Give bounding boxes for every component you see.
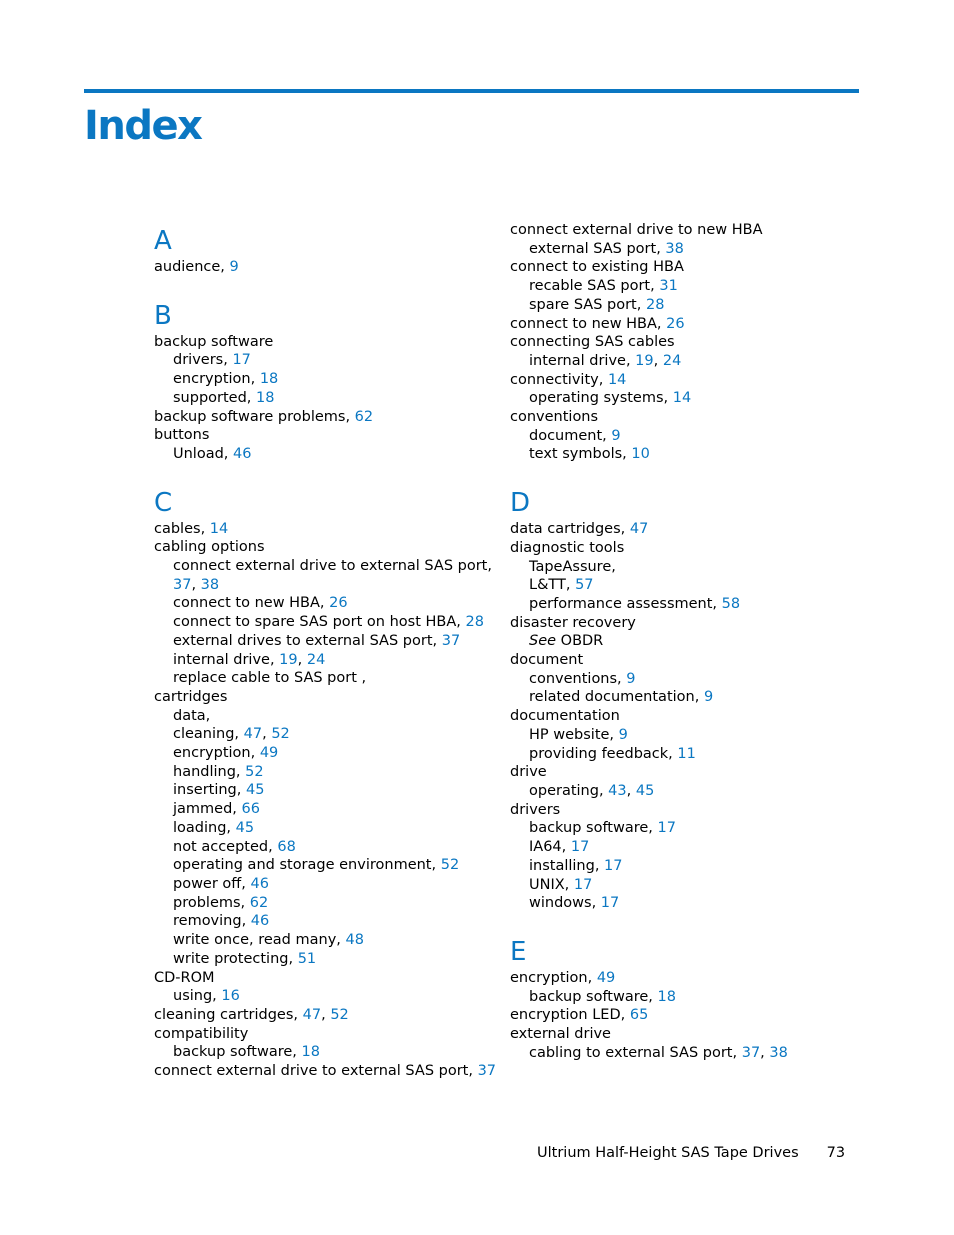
- index-entry: [154, 894, 499, 913]
- index-term: cleaning cartridges,: [154, 1006, 299, 1023]
- index-entry: [510, 576, 855, 595]
- index-entry: [510, 277, 855, 296]
- page-link[interactable]: 9: [229, 259, 239, 275]
- page-link[interactable]: 38: [665, 240, 684, 257]
- index-term: removing,: [173, 913, 247, 930]
- index-entry: [510, 258, 855, 277]
- page-link[interactable]: 65: [629, 1007, 649, 1024]
- index-term: document: [510, 652, 584, 669]
- index-term: internal drive,: [173, 651, 275, 668]
- index-term: backup software,: [529, 988, 653, 1005]
- index-entry: [154, 838, 499, 857]
- index-term: drivers: [510, 801, 561, 818]
- index-term: Unload,: [173, 445, 229, 462]
- section-letter: B: [154, 300, 172, 331]
- page-link[interactable]: 16: [221, 988, 240, 1005]
- index-entry: [154, 538, 499, 557]
- index-term: connect external drive to new HBA: [510, 222, 763, 238]
- index-term: disaster recovery: [510, 614, 636, 631]
- see-reference: See: [529, 633, 557, 650]
- index-term: cables,: [154, 520, 206, 537]
- page-title: Index: [84, 103, 202, 149]
- index-entry: [154, 931, 499, 950]
- index-entry: [154, 370, 499, 389]
- page-link[interactable]: 18: [301, 1044, 320, 1061]
- page-link[interactable]: 38: [200, 576, 220, 593]
- index-entry: [154, 1062, 499, 1081]
- index-term: connect to spare SAS port on host HBA,: [173, 614, 461, 631]
- page-link[interactable]: 17: [570, 839, 590, 856]
- index-term: TapeAssure,: [529, 558, 616, 575]
- index-term: connecting SAS cables: [510, 334, 675, 351]
- page-link[interactable]: 9: [626, 670, 636, 687]
- index-term: write protecting,: [173, 950, 294, 967]
- page-link[interactable]: 19: [279, 651, 298, 668]
- page-link[interactable]: 49: [259, 745, 279, 762]
- index-term: cabling to external SAS port,: [529, 1044, 738, 1061]
- index-term: connect to new HBA,: [510, 315, 662, 332]
- index-term: encryption LED,: [510, 1007, 626, 1024]
- page-link[interactable]: 45: [245, 782, 265, 799]
- index-entry: [510, 688, 855, 707]
- page-link[interactable]: 18: [657, 988, 676, 1005]
- index-term: spare SAS port,: [529, 296, 642, 313]
- index-entry: [510, 315, 855, 334]
- index-entry: [154, 351, 499, 370]
- index-term: data,: [173, 707, 211, 724]
- page-footer: [537, 1143, 845, 1163]
- index-term: using,: [173, 988, 217, 1005]
- index-entry: [154, 426, 499, 445]
- index-term: handling,: [173, 763, 241, 780]
- index-entry: [510, 632, 855, 651]
- index-entry: [154, 1025, 499, 1044]
- page-link[interactable]: 62: [354, 408, 374, 425]
- index-entry: [154, 875, 499, 894]
- page-link[interactable]: 46: [250, 913, 270, 930]
- index-entry: [510, 838, 855, 857]
- index-term: recable SAS port,: [529, 278, 655, 295]
- index-term: internal drive,: [529, 352, 631, 369]
- index-term: CD-ROM: [154, 969, 215, 986]
- index-entry: [154, 800, 499, 819]
- index-entry: [510, 707, 855, 726]
- index-term: diagnostic tools: [510, 539, 625, 556]
- index-entry: [154, 632, 499, 651]
- index-entry: [510, 240, 855, 259]
- index-term: operating,: [529, 782, 604, 799]
- index-term: backup software: [154, 333, 274, 350]
- index-term: connect to existing HBA: [510, 259, 684, 276]
- index-term: external drive: [510, 1026, 611, 1043]
- header-rule: [84, 89, 859, 93]
- page-link[interactable]: 26: [666, 315, 685, 332]
- page-link[interactable]: 11: [677, 745, 696, 762]
- index-term: encryption,: [173, 371, 256, 388]
- section-letter: D: [510, 488, 531, 519]
- index-entry: [154, 688, 499, 707]
- page-link[interactable]: 17: [657, 820, 676, 837]
- index-term: operating and storage environment,: [173, 857, 437, 874]
- index-column-left: [154, 224, 499, 1081]
- index-entry: [154, 781, 499, 800]
- page-link[interactable]: 37: [173, 576, 192, 593]
- page-link[interactable]: 45: [635, 782, 655, 799]
- page-link[interactable]: 52: [330, 1006, 349, 1023]
- index-entry: [510, 670, 855, 689]
- index-term: jammed,: [173, 801, 237, 818]
- index-term: encryption,: [510, 969, 593, 986]
- index-entry: internal drive, 19, 24: [173, 651, 326, 668]
- page-link[interactable]: 14: [209, 520, 229, 537]
- page-link[interactable]: 46: [250, 875, 269, 892]
- section-letter: E: [510, 936, 527, 967]
- index-entry: [154, 594, 499, 613]
- index-term: audience,: [154, 259, 225, 275]
- index-entry: [154, 258, 499, 277]
- page-link[interactable]: 57: [575, 577, 594, 594]
- page-link[interactable]: 37: [441, 632, 461, 649]
- index-entry: internal drive, 19, 24: [529, 352, 682, 369]
- index-term: cartridges: [154, 688, 228, 705]
- index-entry: cabling to external SAS port, 37, 38: [529, 1044, 788, 1061]
- index-term: conventions,: [529, 670, 622, 687]
- index-term: backup software problems,: [154, 408, 351, 425]
- page-link[interactable]: 28: [645, 296, 665, 313]
- index-section: [510, 935, 855, 1063]
- index-entry: [510, 819, 855, 838]
- index-term: buttons: [154, 427, 210, 444]
- page-link[interactable]: 18: [259, 371, 279, 388]
- page-link[interactable]: 17: [232, 352, 251, 369]
- page-link[interactable]: 62: [249, 894, 269, 911]
- page-link[interactable]: 37: [477, 1063, 497, 1080]
- index-term: UNIX,: [529, 876, 570, 893]
- page-link[interactable]: 45: [235, 819, 255, 836]
- index-term: supported,: [173, 389, 252, 406]
- index-term: connect external drive to external SAS port,: [154, 1063, 473, 1080]
- index-term: cleaning,: [173, 726, 240, 743]
- page-link[interactable]: 14: [607, 371, 627, 388]
- index-term: external SAS port,: [529, 240, 661, 257]
- index-term: cabling options: [154, 539, 265, 556]
- index-entry: [510, 296, 855, 315]
- index-entry: [510, 801, 855, 820]
- index-term: OBDR: [560, 633, 604, 650]
- index-term: replace cable to SAS port ,: [173, 670, 367, 687]
- index-entry: [154, 950, 499, 969]
- section-letter: A: [154, 226, 172, 256]
- page-link[interactable]: 52: [271, 726, 290, 743]
- index-entry: [154, 969, 499, 988]
- page-link[interactable]: 47: [629, 521, 649, 538]
- index-entry: [510, 389, 855, 408]
- index-entry: [154, 669, 499, 688]
- index-entry: [510, 876, 855, 895]
- page-link[interactable]: 58: [721, 595, 741, 612]
- index-entry: [510, 333, 855, 352]
- page-link[interactable]: 52: [440, 857, 460, 874]
- index-entry: [510, 857, 855, 876]
- index-entry: 37, 38: [173, 576, 220, 593]
- index-term: providing feedback,: [529, 745, 673, 762]
- index-entry: [154, 763, 499, 782]
- index-entry: [510, 520, 855, 539]
- page-link[interactable]: 24: [662, 352, 682, 369]
- index-entry: [510, 745, 855, 764]
- page-link[interactable]: 17: [604, 857, 623, 874]
- page-link[interactable]: 31: [659, 278, 678, 295]
- index-entry: [510, 651, 855, 670]
- index-entry: [510, 988, 855, 1007]
- index-entry: [154, 707, 499, 726]
- index-entry: [154, 333, 499, 352]
- page-link[interactable]: 9: [703, 689, 714, 706]
- index-entry: [154, 445, 499, 464]
- index-term: loading,: [173, 819, 232, 836]
- index-term: encryption,: [173, 745, 256, 762]
- index-entry: [154, 408, 499, 427]
- index-term: drive: [510, 764, 547, 781]
- page-link[interactable]: 47: [243, 726, 263, 743]
- index-entry: [510, 726, 855, 745]
- index-section: [510, 486, 855, 913]
- index-term: connectivity,: [510, 371, 604, 388]
- index-section: [154, 224, 499, 277]
- index-entry: [510, 763, 855, 782]
- index-term: drivers,: [173, 352, 228, 369]
- index-term: data cartridges,: [510, 521, 626, 538]
- index-term: inserting,: [173, 782, 242, 799]
- index-entry: [510, 894, 855, 913]
- index-entry: operating, 43, 45: [529, 782, 655, 799]
- index-entry: [154, 520, 499, 539]
- index-entry: [510, 969, 855, 988]
- index-term: not accepted,: [173, 838, 273, 855]
- page-link[interactable]: 48: [345, 932, 364, 949]
- index-term: conventions: [510, 409, 599, 426]
- page-link[interactable]: 37: [741, 1044, 761, 1061]
- page-link[interactable]: 46: [233, 445, 252, 462]
- index-entry: [510, 1006, 855, 1025]
- page-link[interactable]: 17: [573, 876, 593, 893]
- index-term: power off,: [173, 875, 246, 892]
- index-term: IA64,: [529, 839, 567, 856]
- index-term: documentation: [510, 708, 620, 725]
- page-link[interactable]: 17: [600, 895, 620, 912]
- page-link[interactable]: 24: [306, 651, 326, 668]
- page-link[interactable]: 66: [241, 801, 260, 818]
- page-link[interactable]: 68: [277, 838, 296, 855]
- index-term: connect external drive to external SAS port,: [173, 558, 492, 575]
- index-column-right: [510, 221, 855, 1062]
- index-term: L&TT,: [529, 577, 571, 594]
- index-term: connect to new HBA,: [173, 595, 325, 612]
- index-entry: cleaning, 47, 52: [173, 726, 290, 743]
- page-link[interactable]: 9: [611, 427, 621, 444]
- page-link[interactable]: 43: [608, 782, 627, 799]
- index-entry: [510, 614, 855, 633]
- index-entry: [154, 613, 499, 632]
- index-entry: [154, 856, 499, 875]
- index-term: performance assessment,: [529, 595, 718, 612]
- page-link[interactable]: 51: [297, 950, 317, 967]
- index-term: external drives to external SAS port,: [173, 632, 438, 649]
- index-entry: [154, 744, 499, 763]
- page-number: 73: [826, 1145, 846, 1161]
- index-term: operating systems,: [529, 390, 669, 407]
- index-entry: [510, 408, 855, 427]
- index-entry: [510, 221, 855, 240]
- page-link[interactable]: 18: [256, 389, 275, 406]
- page-link[interactable]: 52: [245, 763, 264, 780]
- page-link[interactable]: 10: [631, 446, 650, 463]
- index-entry: [154, 1043, 499, 1062]
- index-entry: cleaning cartridges, 47, 52: [154, 1006, 349, 1023]
- index-term: windows,: [529, 895, 597, 912]
- index-entry: [510, 558, 855, 577]
- index-entry: [154, 987, 499, 1006]
- index-term: backup software,: [173, 1044, 297, 1061]
- index-entry: [510, 595, 855, 614]
- section-letter: C: [154, 487, 173, 518]
- page-link[interactable]: 28: [465, 614, 484, 631]
- page-link[interactable]: 38: [769, 1044, 788, 1061]
- index-entry: [154, 819, 499, 838]
- index-term: backup software,: [529, 820, 653, 837]
- page-link[interactable]: 26: [329, 595, 348, 612]
- index-term: HP website,: [529, 726, 615, 743]
- index-entry: [154, 389, 499, 408]
- footer-title: Ultrium Half-Height SAS Tape Drives: [537, 1145, 799, 1161]
- index-section: [154, 299, 499, 464]
- index-entry: [510, 539, 855, 558]
- index-entry: [510, 427, 855, 446]
- index-term: installing,: [529, 857, 600, 874]
- page-link[interactable]: 47: [302, 1006, 322, 1023]
- index-term: write once, read many,: [173, 932, 341, 949]
- page-link[interactable]: 19: [635, 352, 654, 369]
- page-link[interactable]: 9: [618, 726, 628, 743]
- index-section: [154, 486, 499, 1081]
- index-term: problems,: [173, 894, 246, 911]
- index-entry: [510, 445, 855, 464]
- index-entry: [154, 557, 499, 576]
- page-link[interactable]: 49: [596, 969, 616, 986]
- index-entry: [510, 1025, 855, 1044]
- index-section: [510, 221, 855, 464]
- index-term: document,: [529, 427, 607, 444]
- index-term: text symbols,: [529, 446, 627, 463]
- index-term: compatibility: [154, 1025, 249, 1042]
- index-entry: [510, 371, 855, 390]
- index-entry: [154, 912, 499, 931]
- index-term: related documentation,: [529, 689, 700, 706]
- page-link[interactable]: 14: [672, 390, 692, 407]
